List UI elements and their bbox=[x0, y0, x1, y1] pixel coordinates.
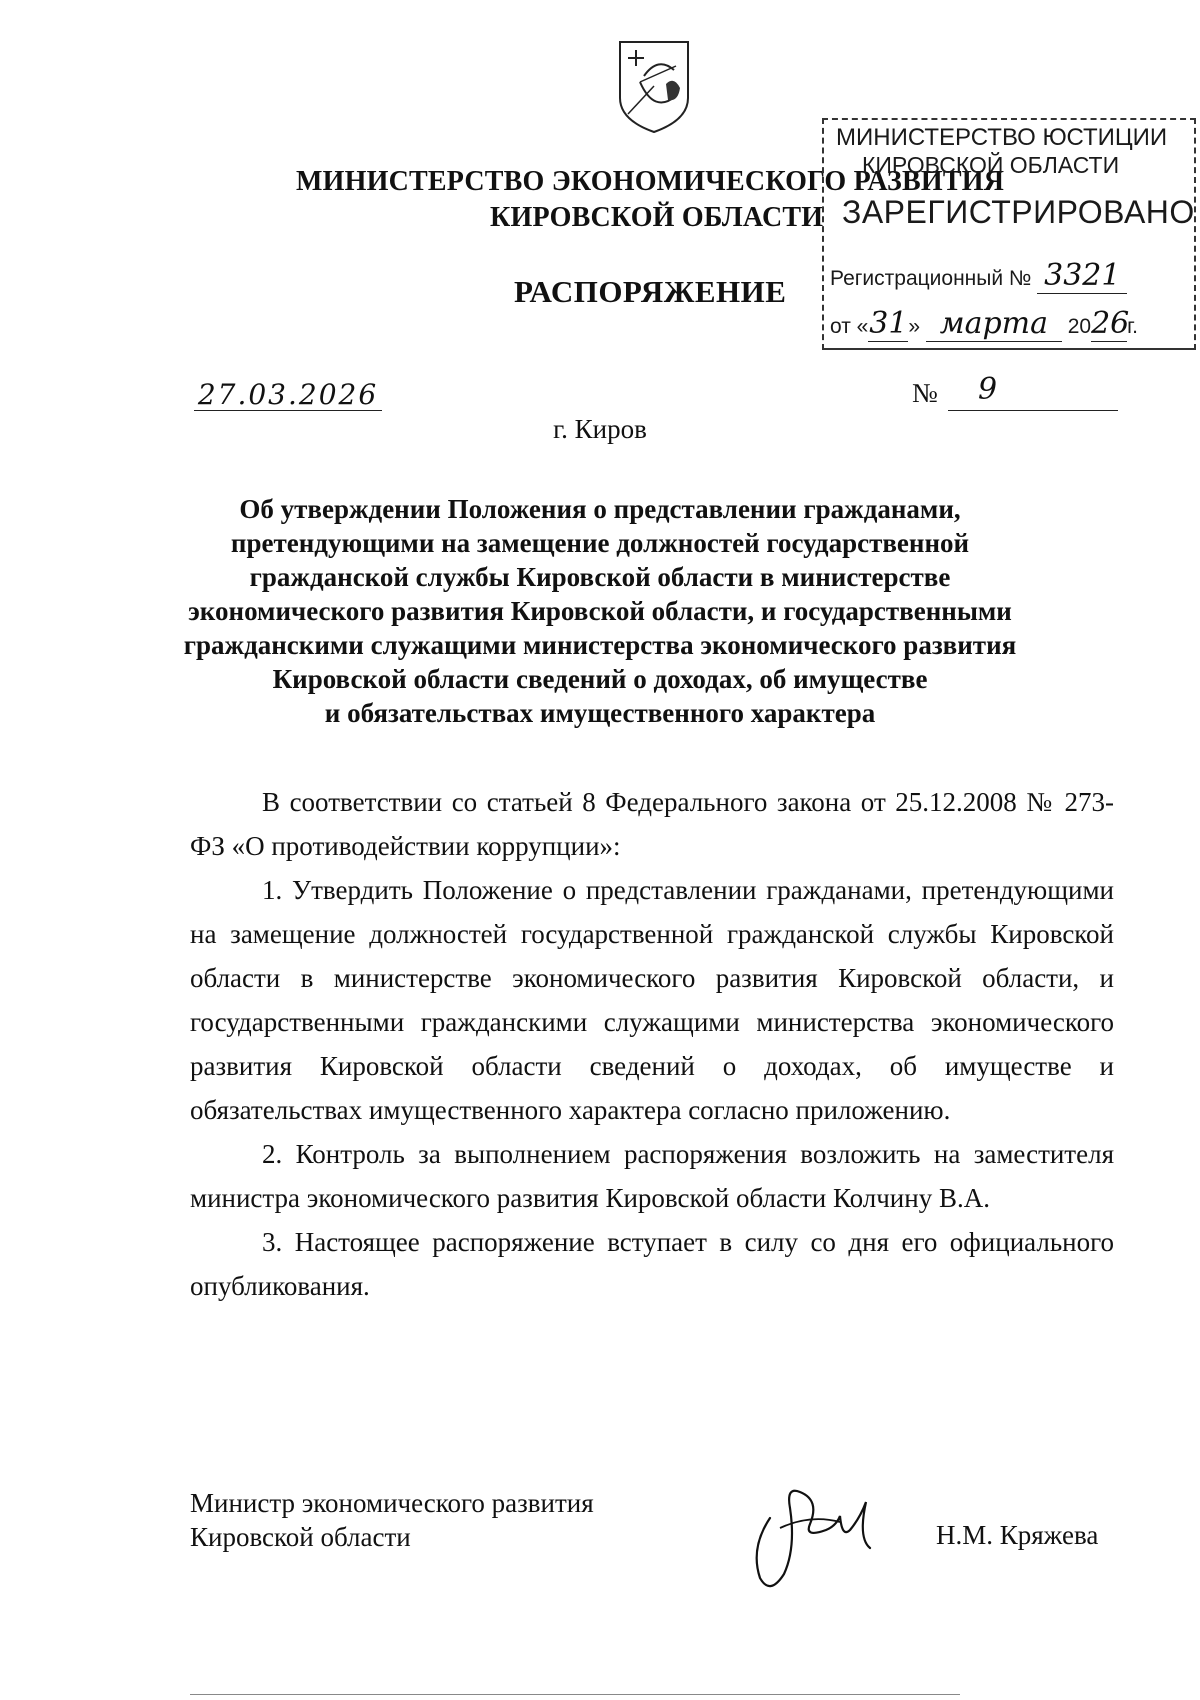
stamp-year-prefix: 20 bbox=[1067, 315, 1092, 338]
org-name-line2: КИРОВСКОЙ ОБЛАСТИ bbox=[490, 202, 824, 233]
stamp-registration-row bbox=[830, 258, 1127, 294]
stamp-status: ЗАРЕГИСТРИРОВАНО bbox=[842, 194, 1195, 230]
stamp-year-suffix: 26 bbox=[1091, 306, 1130, 341]
stamp-day: 31 bbox=[869, 306, 908, 341]
subject-line: гражданскими служащими министерства экономического развития bbox=[183, 630, 1017, 660]
preamble-paragraph: В соответствии со статьей 8 Федерального закона от 25.12.2008 № 273-ФЗ «О противодействии коррупции»: bbox=[190, 787, 1114, 861]
stamp-reg-number: 3321 bbox=[1037, 258, 1127, 294]
subject-line: Кировской области сведений о доходах, об имуществе bbox=[272, 664, 928, 694]
item-2-paragraph: 2. Контроль за выполнением распоряжения возложить на заместителя министра экономического развития Кировской области Колчину В.А. bbox=[190, 1139, 1114, 1213]
stamp-date-row: от «31» марта 2026г. bbox=[830, 306, 1139, 341]
stamp-month: марта bbox=[926, 306, 1062, 342]
document-city: г. Киров bbox=[553, 414, 647, 444]
document-subject bbox=[180, 492, 1020, 730]
document-type-title: РАСПОРЯЖЕНИЕ bbox=[514, 274, 787, 309]
document-number: 9 bbox=[978, 372, 998, 407]
item-1-paragraph: 1. Утвердить Положение о представлении гражданами, претендующими на замещение должностей государственной гражданской службы Кировской области в министерстве экономического развития Кировской области, и государственными гражданскими служащими министерства экономического развития Кировской области сведений о доходах, об имуществе и обязательствах имущественного характера согласно приложению. bbox=[190, 875, 1114, 1125]
signatory-title-line1: Министр экономического развития bbox=[190, 1488, 594, 1518]
stamp-reg-label: Регистрационный № bbox=[830, 267, 1032, 290]
stamp-region-line: КИРОВСКОЙ ОБЛАСТИ bbox=[862, 152, 1120, 178]
handwritten-signature-icon bbox=[740, 1478, 890, 1598]
signatory-title bbox=[190, 1486, 594, 1554]
stamp-ministry-line: МИНИСТЕРСТВО ЮСТИЦИИ bbox=[836, 124, 1168, 151]
subject-line: экономического развития Кировской области, и государственными bbox=[188, 596, 1012, 626]
subject-line: гражданской службы Кировской области в министерстве bbox=[249, 562, 951, 592]
document-date: 27.03.2026 bbox=[197, 378, 379, 411]
document-number-label: № bbox=[912, 378, 938, 408]
document-date-field bbox=[194, 378, 382, 411]
coat-of-arms-icon bbox=[614, 36, 694, 136]
stamp-date-prefix: от bbox=[830, 315, 851, 338]
signatory-title-line2: Кировской области bbox=[190, 1522, 411, 1552]
registration-stamp bbox=[822, 118, 1196, 348]
subject-line: и обязательствах имущественного характера bbox=[324, 698, 876, 728]
footer-rule bbox=[190, 1694, 960, 1695]
org-name-line1: МИНИСТЕРСТВО ЭКОНОМИЧЕСКОГО РАЗВИТИЯ bbox=[296, 166, 1005, 197]
item-3-paragraph: 3. Настоящее распоряжение вступает в силу со дня его официального опубликования. bbox=[190, 1227, 1114, 1301]
stamp-year-unit: г. bbox=[1127, 315, 1139, 338]
subject-line: Об утверждении Положения о представлении гражданами, bbox=[239, 494, 961, 524]
subject-line: претендующими на замещение должностей государственной bbox=[230, 528, 970, 558]
document-number-field bbox=[948, 372, 1118, 411]
document-body bbox=[190, 780, 1114, 1308]
signatory-name: Н.М. Кряжева bbox=[936, 1520, 1099, 1550]
